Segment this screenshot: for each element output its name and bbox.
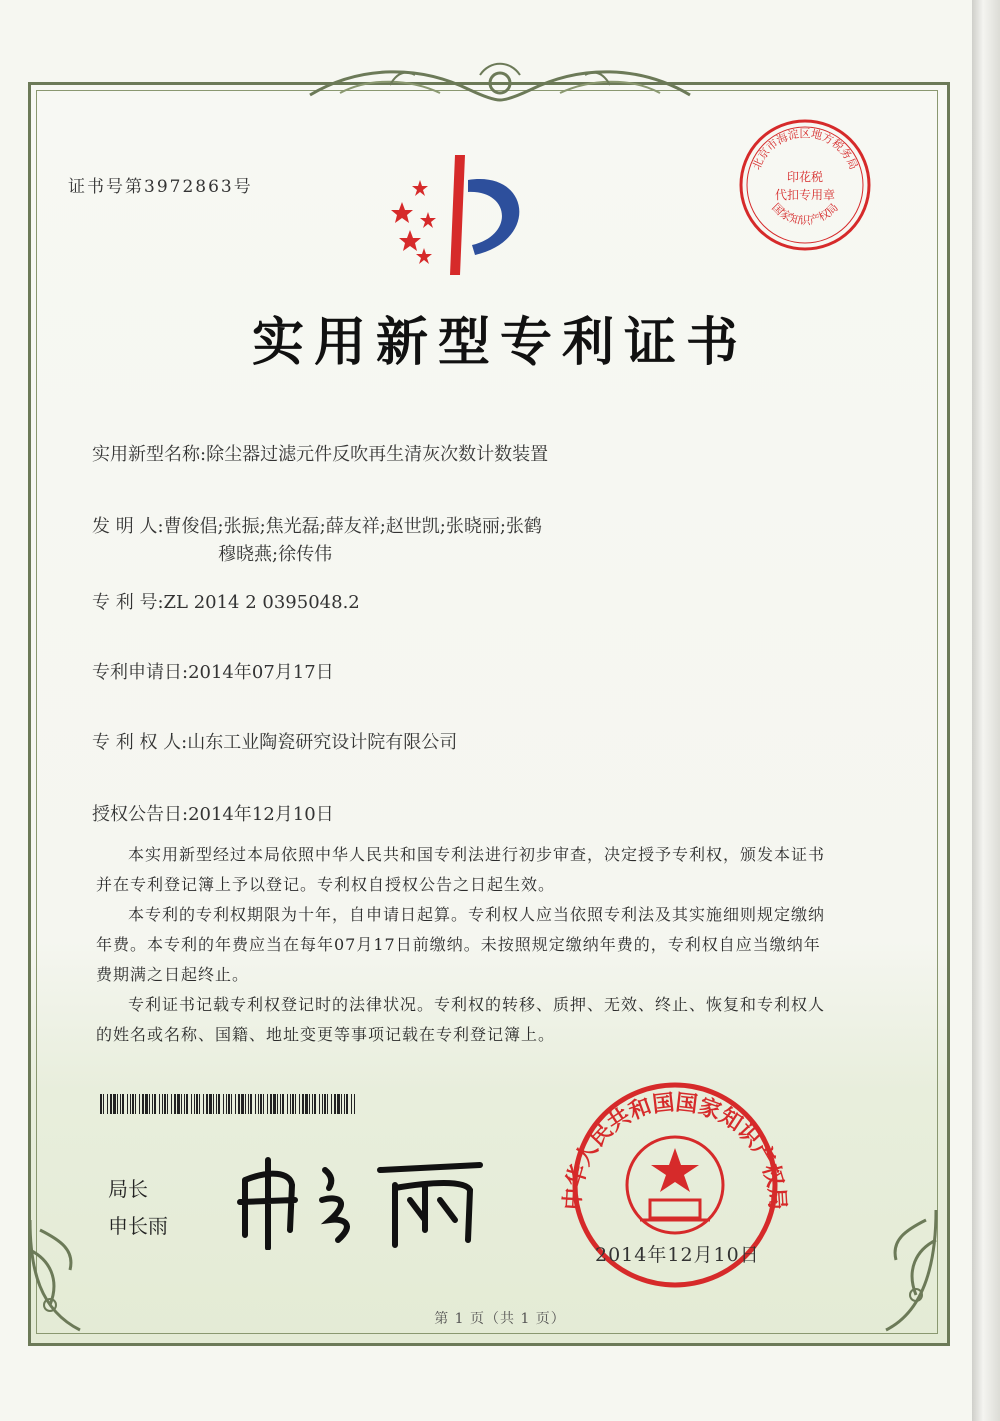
field-value: 2014年12月10日 [188,804,334,825]
paragraph-text: 本实用新型经过本局依照中华人民共和国专利法进行初步审查，决定授予专利权，颁发本证书并在专利登记簿上予以登记。专利权自授权公告之日起生效。 [96,845,826,894]
barcode-bar [344,1094,345,1114]
barcode-bar [263,1094,264,1114]
barcode-bar [295,1094,296,1114]
barcode-bar [196,1094,198,1114]
barcode-bar [235,1094,236,1114]
field-value-continued: 穆晓燕;徐传伟 [218,544,333,565]
field-value: 山东工业陶瓷研究设计院有限公司 [187,732,458,753]
field-label: 发 明 人: [92,516,164,537]
barcode-bar [238,1094,240,1114]
barcode-bar [322,1094,323,1114]
barcode-bar [167,1094,168,1114]
barcode-bar [314,1094,316,1114]
barcode [100,1094,355,1114]
paragraph-text: 本专利的专利权期限为十年，自申请日起算。专利权人应当依照专利法及其实施细则规定缴纳年费。本专利的年费应当在每年07月17日前缴纳。未按照规定缴纳年费的，专利权自应当缴纳年费期满之日起终止。 [96,905,826,984]
barcode-bar [203,1094,204,1114]
tax-stamp-ring-text: 北京市海淀区地方税务局 [749,127,861,172]
barcode-bar [181,1094,182,1114]
barcode-bar [312,1094,313,1114]
director-title: 局长 [108,1177,148,1201]
barcode-bar [250,1094,252,1114]
seal-text: 中华人民共和国国家知识产权局 [560,1090,790,1211]
barcode-bar [107,1094,108,1114]
tax-stamp-bottom-text: 国家知识产权局 [769,200,841,228]
barcode-bar [255,1094,256,1114]
barcode-bar [346,1094,348,1114]
field-label: 专 利 权 人: [92,732,188,753]
tax-stamp [735,115,875,255]
barcode-bar [206,1094,208,1114]
barcode-bar [351,1094,352,1114]
director-signature [230,1140,490,1250]
field-grant-date [92,800,334,826]
barcode-bar [216,1094,217,1114]
director-name: 申长雨 [108,1214,168,1238]
field-utility-model-name [92,440,548,466]
barcode-bar [191,1094,192,1114]
field-label: 专 利 号: [92,592,164,613]
barcode-bar [228,1094,230,1114]
field-value: 2014年07月17日 [188,662,334,683]
certificate-number: 证书号第3972863号 [68,177,253,197]
barcode-bar [186,1094,188,1114]
barcode-bar [218,1094,220,1114]
barcode-bar [287,1094,288,1114]
certificate-title: 实用新型专利证书 [251,312,748,373]
field-filing-date [92,658,334,684]
page-edge [972,0,1000,1421]
barcode-bar [248,1094,249,1114]
barcode-bar [324,1094,326,1114]
field-patentee [92,728,457,754]
paragraph-3 [96,990,836,1050]
top-ornament [300,55,700,115]
barcode-bar [258,1094,259,1114]
barcode-bar [302,1094,304,1114]
field-label: 授权公告日: [92,804,189,825]
barcode-bar [280,1094,281,1114]
field-label: 专利申请日: [92,662,189,683]
barcode-bar [139,1094,140,1114]
barcode-bar [292,1094,294,1114]
paragraph-2 [96,900,836,990]
field-patent-number [92,588,360,614]
svg-text:国家知识产权局 [769,201,841,227]
barcode-bar [241,1094,244,1114]
barcode-bar [117,1094,118,1114]
barcode-bar [127,1094,128,1114]
barcode-bar [213,1094,214,1114]
barcode-bar [122,1094,124,1114]
page-number: 第 1 页（共 1 页） [434,1311,566,1327]
barcode-bar [145,1094,148,1114]
barcode-bar [327,1094,328,1114]
barcode-bar [337,1094,340,1114]
paragraph-1 [96,840,836,900]
barcode-bar [273,1094,276,1114]
barcode-bar [171,1094,172,1114]
barcode-bar [103,1094,104,1114]
barcode-bar [177,1094,180,1114]
field-inventors [92,513,542,569]
barcode-bar [319,1094,320,1114]
barcode-bar [120,1094,121,1114]
barcode-bar [199,1094,200,1114]
barcode-bar [159,1094,160,1114]
barcode-bar [270,1094,272,1114]
tax-stamp-line2: 代扣专用章 [774,188,836,202]
barcode-bar [245,1094,246,1114]
barcode-bar [154,1094,156,1114]
barcode-bar [267,1094,268,1114]
barcode-bar [162,1094,163,1114]
barcode-bar [184,1094,185,1114]
barcode-bar [130,1094,131,1114]
barcode-bar [194,1094,195,1114]
barcode-bar [260,1094,262,1114]
barcode-bar [309,1094,310,1114]
field-value: 除尘器过滤元件反吹再生清灰次数计数装置 [206,444,549,465]
barcode-bar [354,1094,355,1114]
barcode-bar [231,1094,232,1114]
barcode-bar [331,1094,332,1114]
barcode-bar [113,1094,116,1114]
seal-date: 2014年12月10日 [595,1244,760,1266]
barcode-bar [226,1094,227,1114]
barcode-bar [164,1094,166,1114]
barcode-bar [282,1094,284,1114]
barcode-bar [223,1094,224,1114]
field-label: 实用新型名称: [92,444,207,465]
barcode-bar [110,1094,112,1114]
paragraph-text: 专利证书记载专利权登记时的法律状况。专利权的转移、质押、无效、终止、恢复和专利权人的姓名或名称、国籍、地址变更等事项记载在专利登记簿上。 [96,995,826,1044]
barcode-bar [174,1094,176,1114]
barcode-bar [290,1094,291,1114]
field-value: 曹俊倡;张振;焦光磊;薛友祥;赵世凯;张晓丽;张鹤 [163,516,542,537]
field-value: ZL 2014 2 0395048.2 [163,592,360,613]
patent-office-logo [380,150,540,280]
barcode-bar [277,1094,278,1114]
barcode-bar [142,1094,144,1114]
barcode-bar [334,1094,336,1114]
barcode-bar [135,1094,136,1114]
barcode-bar [305,1094,308,1114]
barcode-bar [132,1094,134,1114]
barcode-bar [209,1094,212,1114]
barcode-bar [341,1094,342,1114]
tax-stamp-line1: 印花税 [786,170,824,184]
barcode-bar [299,1094,300,1114]
barcode-bar [100,1094,102,1114]
barcode-bar [149,1094,150,1114]
barcode-bar [152,1094,153,1114]
